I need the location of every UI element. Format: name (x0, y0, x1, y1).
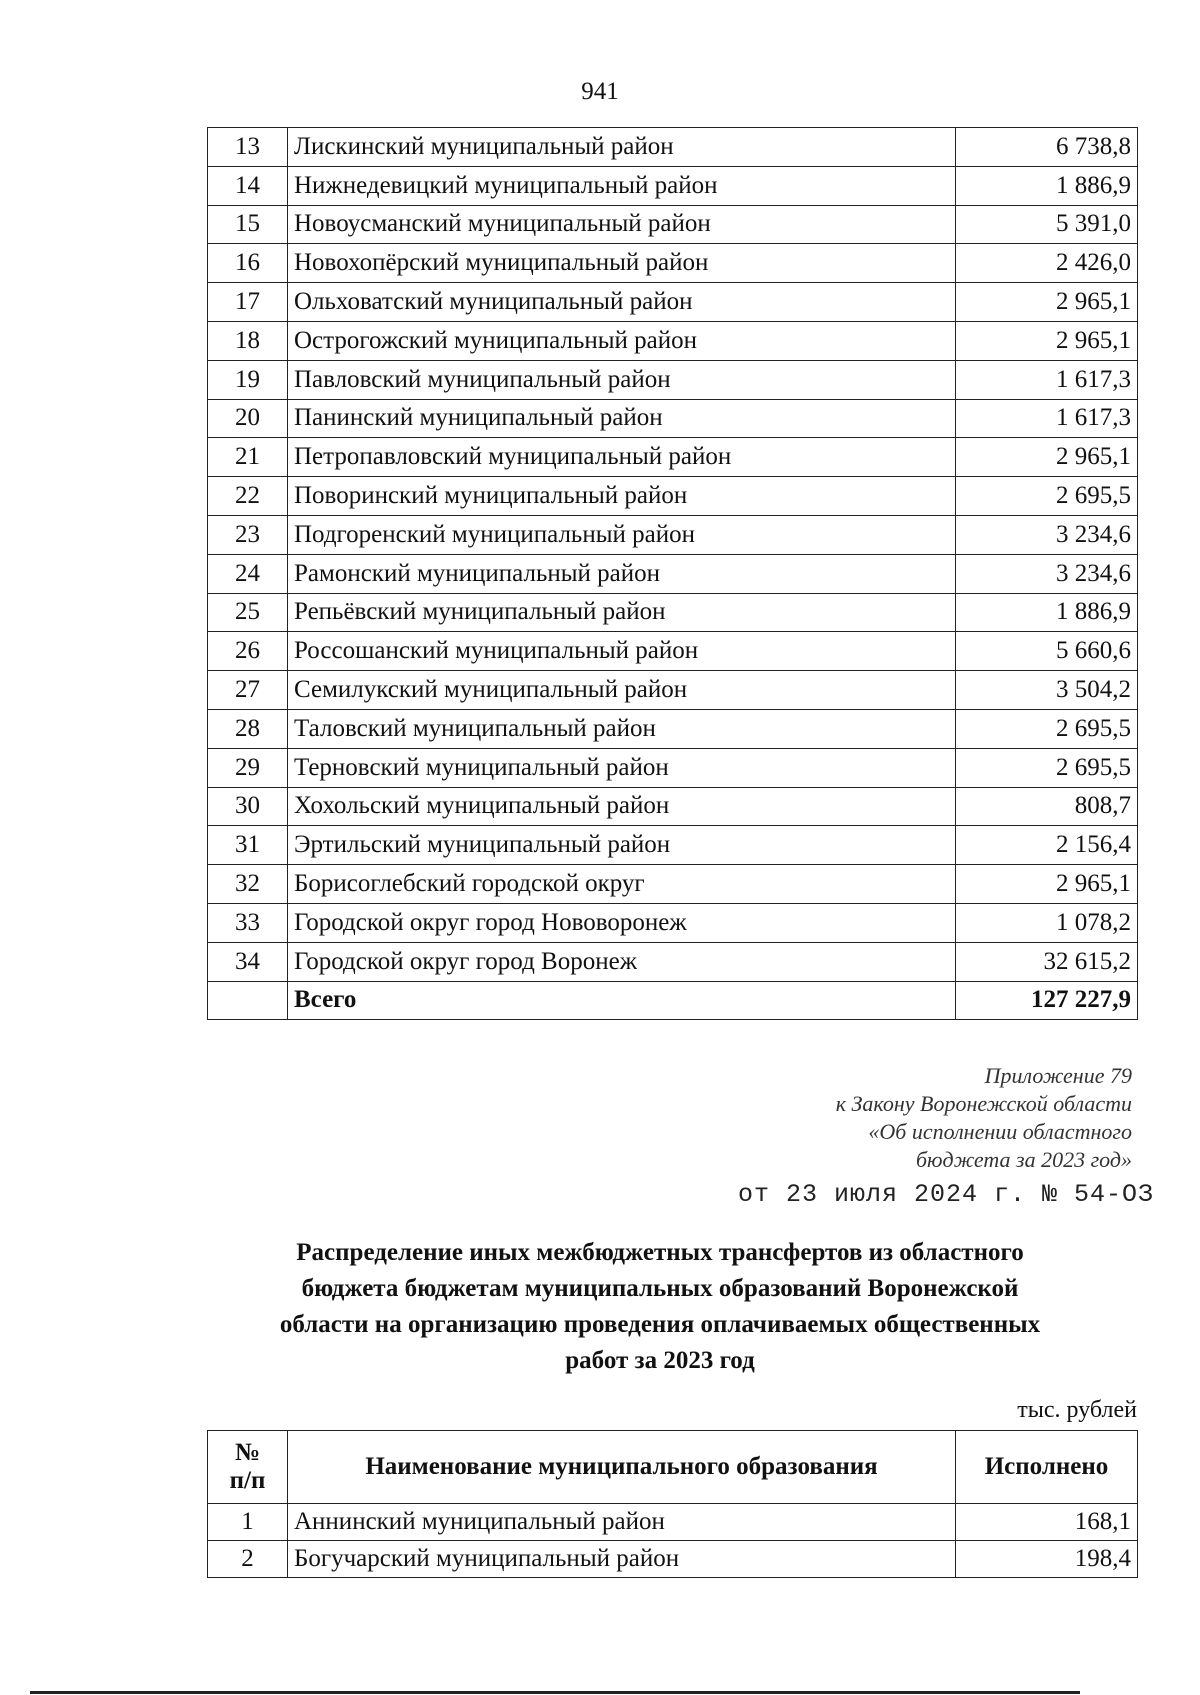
table-body (208, 128, 1138, 1020)
table-row (208, 554, 1138, 593)
title-line: Распределение иных межбюджетных трансфертов из областного (296, 1239, 1024, 1266)
municipality-name: Новоусманский муниципальный район (288, 205, 956, 244)
title-line: области на организацию проведения оплачиваемых общественных (279, 1311, 1041, 1338)
executed-amount: 1 617,3 (956, 399, 1138, 438)
row-number: 13 (208, 128, 288, 167)
appendix-reference (836, 1062, 1132, 1174)
table-row (208, 360, 1138, 399)
row-number: 22 (208, 477, 288, 516)
table-row (208, 671, 1138, 710)
municipality-name: Панинский муниципальный район (288, 399, 956, 438)
table-row (208, 244, 1138, 283)
header-number-line: № (234, 1439, 261, 1466)
executed-amount: 2 695,5 (956, 748, 1138, 787)
municipality-name: Нижнедевицкий муниципальный район (288, 166, 956, 205)
municipality-name: Павловский муниципальный район (288, 360, 956, 399)
table-row (208, 515, 1138, 554)
municipality-name: Поворинский муниципальный район (288, 477, 956, 516)
municipality-name: Борисоглебский городской округ (288, 865, 956, 904)
row-number: 34 (208, 942, 288, 981)
table-row (208, 748, 1138, 787)
municipality-name: Эртильский муниципальный район (288, 826, 956, 865)
municipality-name: Россошанский муниципальный район (288, 632, 956, 671)
table-row (208, 205, 1138, 244)
table-row (208, 438, 1138, 477)
municipality-name: Городской округ город Нововоронеж (288, 903, 956, 942)
row-number: 23 (208, 515, 288, 554)
row-number: 33 (208, 903, 288, 942)
table-row (208, 166, 1138, 205)
row-number: 20 (208, 399, 288, 438)
municipality-name: Таловский муниципальный район (288, 709, 956, 748)
header-number (208, 1431, 288, 1504)
table-row (208, 283, 1138, 322)
total-row (208, 981, 1138, 1020)
appendix-line: к Закону Воронежской области (835, 1091, 1132, 1116)
municipality-name: Ольховатский муниципальный район (288, 283, 956, 322)
row-number: 16 (208, 244, 288, 283)
row-number (208, 981, 288, 1020)
executed-amount: 1 078,2 (956, 903, 1138, 942)
municipality-name: Семилукский муниципальный район (288, 671, 956, 710)
header-number-line: п/п (229, 1467, 266, 1494)
table-row (208, 399, 1138, 438)
municipality-name: Терновский муниципальный район (288, 748, 956, 787)
table-row (208, 593, 1138, 632)
municipality-name: Острогожский муниципальный район (288, 321, 956, 360)
bottom-rule (30, 1691, 1080, 1694)
row-number: 18 (208, 321, 288, 360)
executed-amount: 2 695,5 (956, 709, 1138, 748)
row-number: 25 (208, 593, 288, 632)
row-number: 21 (208, 438, 288, 477)
executed-amount: 3 234,6 (956, 554, 1138, 593)
public-works-transfers-table (207, 1430, 1138, 1578)
appendix-line: «Об исполнении областного (868, 1119, 1132, 1144)
municipality-name: Хохольский муниципальный район (288, 787, 956, 826)
municipality-name: Подгоренский муниципальный район (288, 515, 956, 554)
row-number: 30 (208, 787, 288, 826)
row-number: 1 (208, 1504, 288, 1541)
executed-amount: 1 617,3 (956, 360, 1138, 399)
table-row (208, 903, 1138, 942)
row-number: 15 (208, 205, 288, 244)
municipality-name: Репьёвский муниципальный район (288, 593, 956, 632)
row-number: 26 (208, 632, 288, 671)
table-row (208, 865, 1138, 904)
row-number: 31 (208, 826, 288, 865)
header-value: Исполнено (956, 1431, 1138, 1504)
row-number: 32 (208, 865, 288, 904)
executed-amount: 3 234,6 (956, 515, 1138, 554)
executed-amount: 6 738,8 (956, 128, 1138, 167)
appendix-line: Приложение 79 (984, 1063, 1132, 1088)
law-date-stamp: от 23 июля 2024 г. № 54-ОЗ (738, 1180, 1155, 1209)
executed-amount: 2 965,1 (956, 438, 1138, 477)
row-number: 17 (208, 283, 288, 322)
executed-amount: 5 660,6 (956, 632, 1138, 671)
table-row (208, 1541, 1138, 1578)
table-row (208, 477, 1138, 516)
transfers-table-continued (207, 127, 1138, 1020)
executed-amount: 2 965,1 (956, 865, 1138, 904)
row-number: 19 (208, 360, 288, 399)
executed-amount: 3 504,2 (956, 671, 1138, 710)
title-line: работ за 2023 год (565, 1347, 755, 1374)
municipality-name: Всего (288, 981, 956, 1020)
table-row (208, 942, 1138, 981)
executed-amount: 1 886,9 (956, 593, 1138, 632)
row-number: 24 (208, 554, 288, 593)
row-number: 14 (208, 166, 288, 205)
executed-amount: 127 227,9 (956, 981, 1138, 1020)
table-row (208, 709, 1138, 748)
appendix-line: бюджета за 2023 год» (915, 1147, 1132, 1172)
document-title (220, 1235, 1100, 1379)
table-body (208, 1504, 1138, 1578)
table-row (208, 1504, 1138, 1541)
executed-amount: 1 886,9 (956, 166, 1138, 205)
municipality-name: Аннинский муниципальный район (288, 1504, 956, 1541)
municipality-name: Рамонский муниципальный район (288, 554, 956, 593)
executed-amount: 2 156,4 (956, 826, 1138, 865)
table-header-row (208, 1431, 1138, 1504)
page-number: 941 (581, 78, 619, 105)
municipality-name: Лискинский муниципальный район (288, 128, 956, 167)
municipality-name: Новохопёрский муниципальный район (288, 244, 956, 283)
table-row (208, 128, 1138, 167)
executed-amount: 2 965,1 (956, 283, 1138, 322)
table-row (208, 826, 1138, 865)
table-row (208, 787, 1138, 826)
row-number: 29 (208, 748, 288, 787)
executed-amount: 5 391,0 (956, 205, 1138, 244)
executed-amount: 168,1 (956, 1504, 1138, 1541)
row-number: 2 (208, 1541, 288, 1578)
units-label: тыс. рублей (1017, 1397, 1137, 1423)
executed-amount: 2 695,5 (956, 477, 1138, 516)
executed-amount: 198,4 (956, 1541, 1138, 1578)
row-number: 28 (208, 709, 288, 748)
municipality-name: Петропавловский муниципальный район (288, 438, 956, 477)
executed-amount: 32 615,2 (956, 942, 1138, 981)
executed-amount: 2 965,1 (956, 321, 1138, 360)
row-number: 27 (208, 671, 288, 710)
title-line: бюджета бюджетам муниципальных образований Воронежской (301, 1275, 1019, 1302)
municipality-name: Богучарский муниципальный район (288, 1541, 956, 1578)
table-row (208, 321, 1138, 360)
executed-amount: 808,7 (956, 787, 1138, 826)
executed-amount: 2 426,0 (956, 244, 1138, 283)
header-name: Наименование муниципального образования (288, 1431, 956, 1504)
table-row (208, 632, 1138, 671)
municipality-name: Городской округ город Воронеж (288, 942, 956, 981)
